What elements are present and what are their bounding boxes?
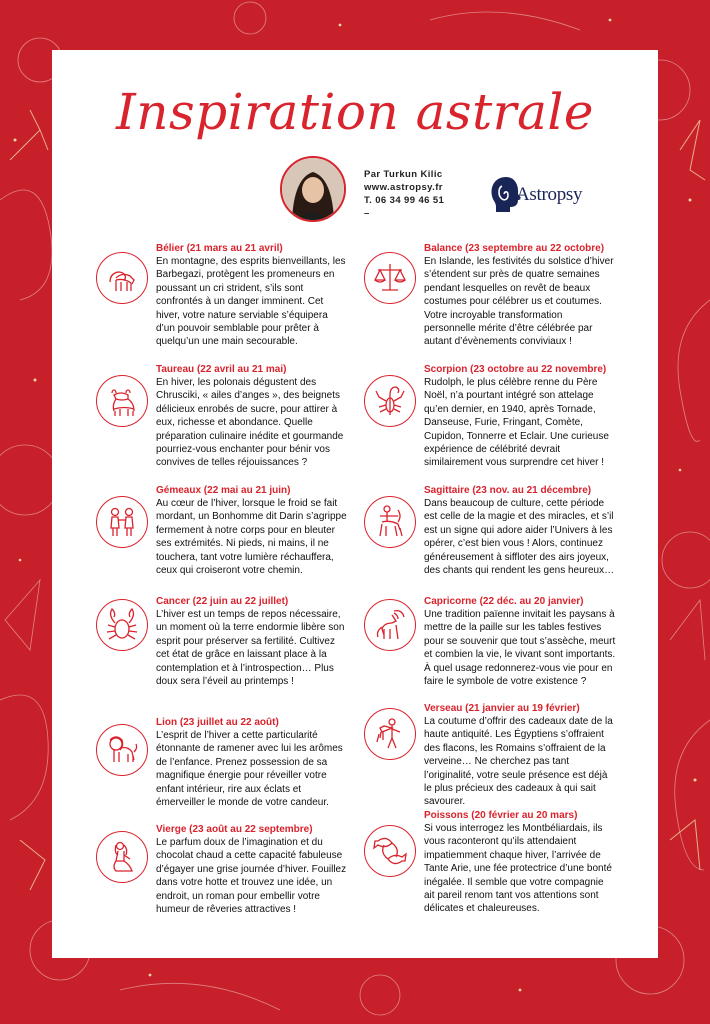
bull-icon <box>96 375 148 427</box>
sign-heading: Gémeaux (22 mai au 21 juin) <box>156 485 291 496</box>
author-website[interactable]: www.astropsy.fr <box>364 182 443 193</box>
lion-icon <box>96 724 148 776</box>
article-card <box>52 50 658 958</box>
sign-text: Le parfum doux de l’imagination et du chocolat chaud a cette capacité fabuleuse d’égayer une grise journée d’hiver. Fouillez dans votre hotte et trouvez une idée, un endroit, un roman pour embellir votre humeur de rêveries attractives ! <box>156 837 347 916</box>
page-title: Inspiration astrale <box>116 83 594 141</box>
author-avatar <box>280 156 346 222</box>
sign-text: L’hiver est un temps de repos nécessaire, un moment où la terre endormie libère son esprit pour préserver sa fertilité. Cultivez cet état de grâce en laissant place à la contemplation et à l’introspection… Plus doux sera l’éveil au printemps ! <box>156 609 345 688</box>
sign-heading: Poissons (20 février au 20 mars) <box>424 810 578 821</box>
sign-heading: Scorpion (23 octobre au 22 novembre) <box>424 364 607 375</box>
sign-text: En Islande, les festivités du solstice d’hiver s’étendent sur près de quatre semaines pendant lesquelles on revêt de beaux costumes pour célébrer us et coutumes. Votre incroyable transformation personnelle mérite d’être célébrée par autant d’évènements conviviaux ! <box>424 256 614 348</box>
water-bearer-icon <box>364 708 416 760</box>
author-info <box>364 168 444 220</box>
sign-text: Au cœur de l’hiver, lorsque le froid se fait mordant, un Bonhomme dit Darin s’agrippe fermement à notre corps pour en bleuter ses extrémités. Ni pieds, ni mains, il ne touchera, tant votre lumière réchauffera, ceux qui croiseront votre chemin. <box>156 498 347 577</box>
sign-text: Dans beaucoup de culture, cette période est celle de la magie et des miracles, et s’il est un signe qui adore aider l’Univers à les opérer, c’est bien vous ! Alors, continuez généreusement à siffloter des airs joyeux, des chants qui rendent les gens heureux… <box>424 498 615 577</box>
sign-text: Rudolph, le plus célèbre renne du Père Noël, n’a pourtant intégré son attelage qu’en dernier, en 1940, après Tornade, Danseuse, Furie, Fringant, Comète, Cupidon, Tonnerre et Eclair. Une curieuse expérience de célébrité devrait similairement vous surprendre cet hiver ! <box>424 377 609 469</box>
scorpion-icon <box>364 375 416 427</box>
sign-heading: Cancer (22 juin au 22 juillet) <box>156 596 289 607</box>
goat-icon <box>364 599 416 651</box>
sign-heading: Verseau (21 janvier au 19 février) <box>424 703 580 714</box>
archer-icon <box>364 496 416 548</box>
sign-heading: Bélier (21 mars au 21 avril) <box>156 243 283 254</box>
brand-logo <box>486 174 616 214</box>
sign-text: En hiver, les polonais dégustent des Chrusciki, « ailes d’anges », des beignets délicieux enrobés de sucre, pour attirer à eux, richesse et abondance. Quelle préparation culinaire inédite et gourmande pourriez-vous enchanter pour bénir vos convives de telles réjouissances ? <box>156 377 344 469</box>
fish-icon <box>364 825 416 877</box>
virgin-icon <box>96 831 148 883</box>
sign-text: Si vous interrogez les Montbéliardais, ils vous raconteront qu’ils attendaient impatiemment chaque hiver, l’arrivée de Tante Arie, une fée protectrice d’une bonté inégalée. Il semble que votre compagnie ait pareil renom tant vos attentions sont délicates et chaleureuses. <box>424 823 612 915</box>
author-phone: T. 06 34 99 46 51 <box>364 195 445 206</box>
author-dash: – <box>364 208 370 219</box>
author-name: Par Turkun Kilic <box>364 169 443 180</box>
sign-text: Une tradition païenne invitait les paysans à mettre de la paille sur les tables festives pour se souvenir que tout s’assèche, meurt et combien la vie, le vivant sont importants. À quel usage redonnerez-vous vie pour en faire le symbole de votre existence ? <box>424 609 616 688</box>
sign-heading: Lion (23 juillet au 22 août) <box>156 717 279 728</box>
sign-text: L’esprit de l’hiver a cette particularité étonnante de ramener avec lui les arômes de l’enfance. Prenez possession de sa magnifique énergie pour réveiller votre enfant intérieur, rire aux éclats et émerveiller le monde de votre candeur. <box>156 730 343 809</box>
twins-icon <box>96 496 148 548</box>
sign-heading: Vierge (23 août au 22 septembre) <box>156 824 313 835</box>
sign-heading: Sagittaire (23 nov. au 21 décembre) <box>424 485 592 496</box>
sign-heading: Capricorne (22 déc. au 20 janvier) <box>424 596 584 607</box>
ram-icon <box>96 252 148 304</box>
brand-name: Astropsy <box>516 184 583 205</box>
scales-icon <box>364 252 416 304</box>
crab-icon <box>96 599 148 651</box>
sign-text: La coutume d’offrir des cadeaux date de la haute antiquité. Les Égyptiens s’offraient des flacons, les Romains s’offraient de la verveine… Ne cherchez pas tant l’originalité, votre seule présence est déjà le plus précieux des cadeaux à qui sait savourer. <box>424 716 613 808</box>
sign-heading: Balance (23 septembre au 22 octobre) <box>424 243 605 254</box>
sign-heading: Taureau (22 avril au 21 mai) <box>156 364 287 375</box>
sign-text: En montagne, des esprits bienveillants, les Barbegazi, protègent les promeneurs en poussant un cri strident, s’ils sont confrontés à un danger imminent. Cet hiver, votre nature serviable s’équipera d’un pouvoir semblable pour prêter à quelqu’un une main secourable. <box>156 256 346 348</box>
